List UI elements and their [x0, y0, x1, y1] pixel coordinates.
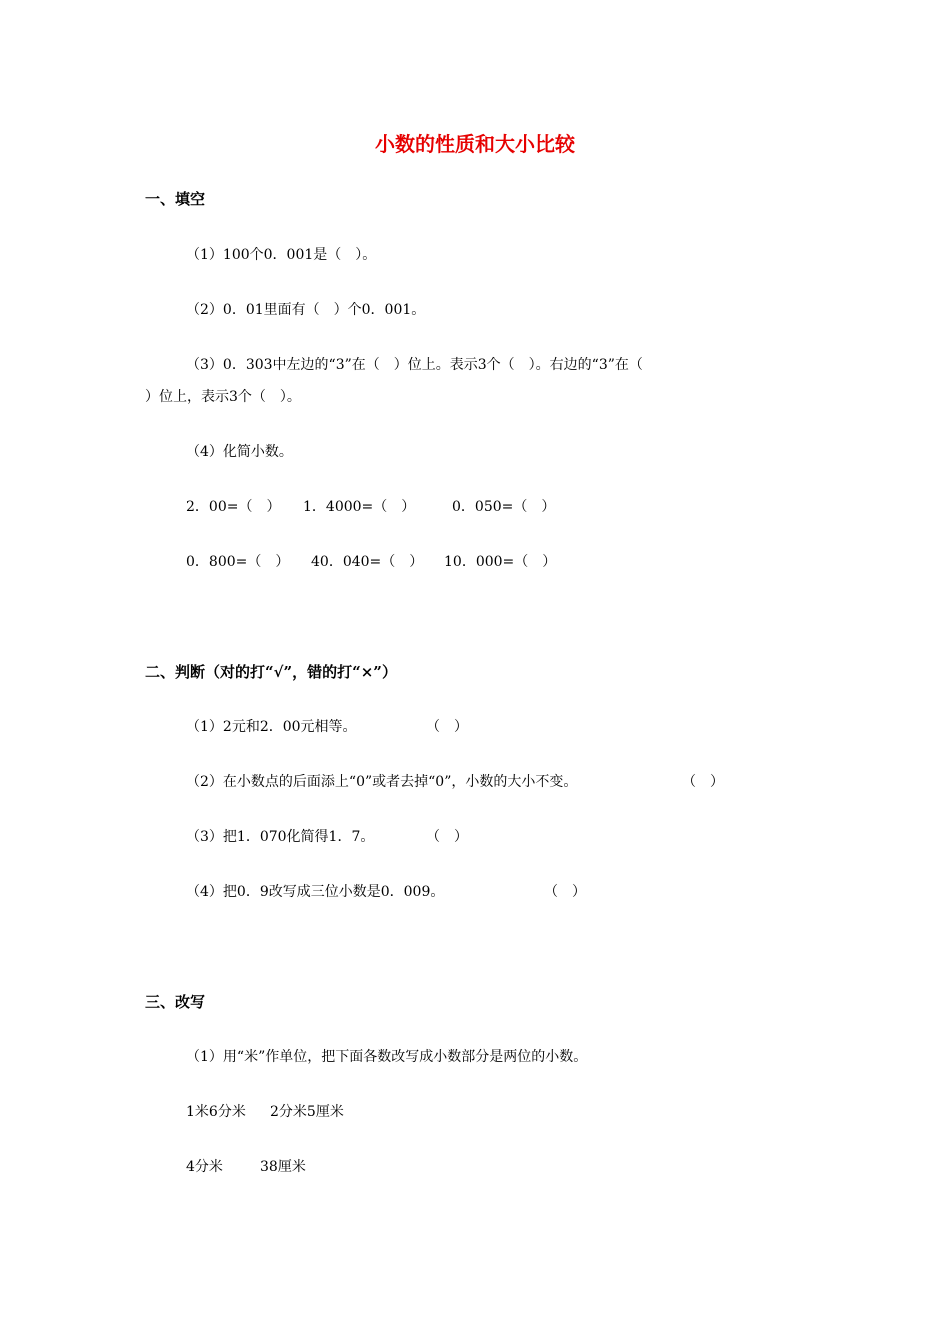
simplify-item: 10．000=（ ）	[444, 554, 557, 570]
rewrite-question-1: （1）用“米”作单位，把下面各数改写成小数部分是两位的小数。	[186, 1049, 588, 1065]
simplify-item: 1．4000=（ ）	[303, 499, 416, 515]
judge-answer-blank: （ ）	[426, 719, 468, 735]
simplify-item: 0．800=（ ）	[186, 554, 290, 570]
section-3-heading: 三、改写	[145, 993, 206, 1011]
fill-question-1: （1）100个0．001是（ ）。	[186, 247, 377, 263]
judge-answer-blank: （ ）	[682, 774, 724, 790]
fill-question-4: （4）化简小数。	[186, 444, 293, 460]
judge-question-1: （1）2元和2．00元相等。	[186, 719, 357, 735]
rewrite-item: 4分米	[186, 1159, 223, 1175]
rewrite-item: 2分米5厘米	[270, 1104, 344, 1120]
fill-question-2: （2）0．01里面有（ ）个0．001。	[186, 302, 426, 318]
document-title: 小数的性质和大小比较	[375, 132, 575, 156]
judge-answer-blank: （ ）	[426, 829, 468, 845]
fill-question-3-line-2: ）位上，表示3个（ ）。	[145, 389, 301, 405]
section-1-heading: 一、填空	[145, 190, 206, 208]
rewrite-item: 1米6分米	[186, 1104, 246, 1120]
simplify-item: 2．00=（ ）	[186, 499, 281, 515]
section-2-heading: 二、判断（对的打“√”，错的打“×”）	[145, 663, 397, 681]
judge-question-3: （3）把1．070化简得1．7。	[186, 829, 375, 845]
fill-question-3-line-1: （3）0．303中左边的“3”在（ ）位上。表示3个（ ）。右边的“3”在（	[186, 357, 643, 373]
simplify-item: 0．050=（ ）	[452, 499, 556, 515]
judge-answer-blank: （ ）	[544, 884, 586, 900]
simplify-item: 40．040=（ ）	[311, 554, 424, 570]
rewrite-item: 38厘米	[260, 1159, 306, 1175]
judge-question-2: （2）在小数点的后面添上“0”或者去掉“0”，小数的大小不变。	[186, 774, 578, 790]
judge-question-4: （4）把0．9改写成三位小数是0．009。	[186, 884, 445, 900]
